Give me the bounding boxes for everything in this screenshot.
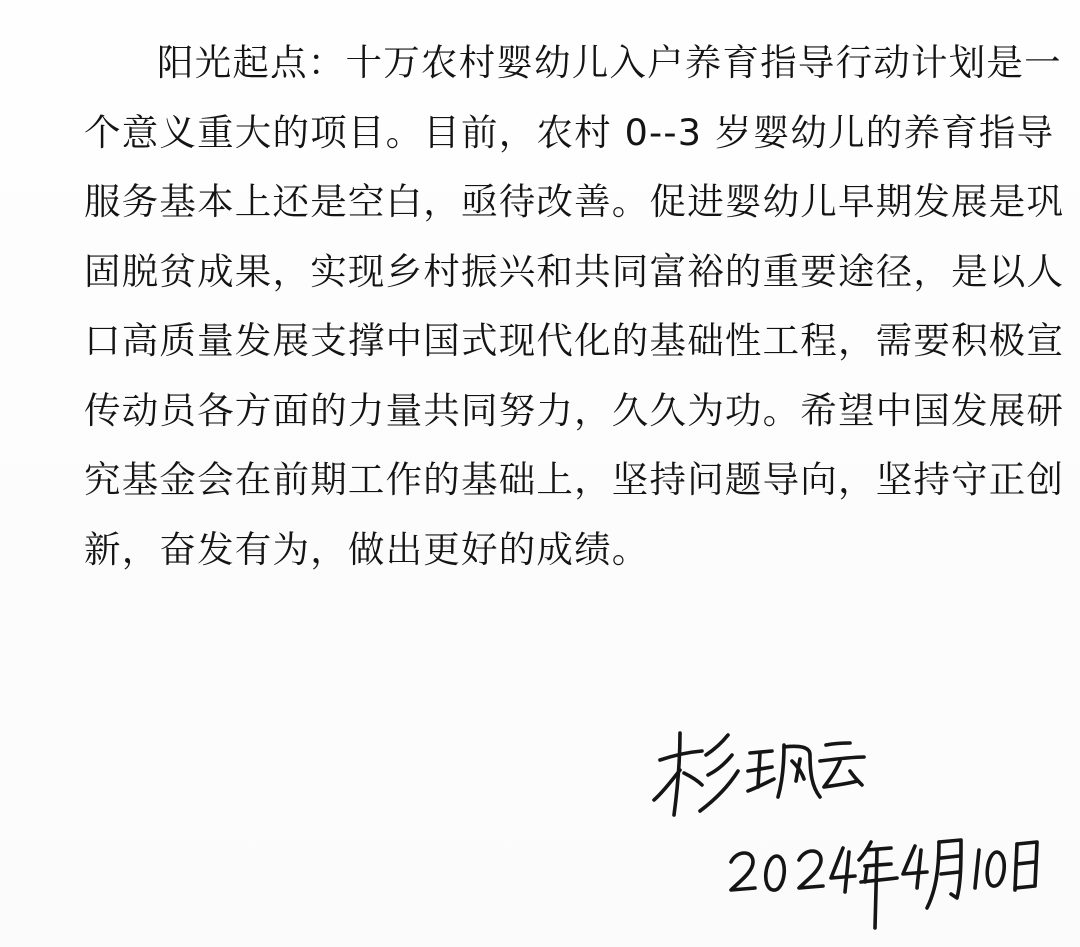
letter-line: 口高质量发展支撑中国式现代化的基础性工程，需要积极宣: [84, 319, 1065, 362]
handwritten-date: [725, 822, 1045, 932]
letter-line: 新，奋发有为，做出更好的成绩。: [84, 527, 650, 571]
handwritten-signature: [640, 715, 870, 825]
letter-line: 个意义重大的项目。目前，农村 0--3 岁婴幼儿的养育指导: [84, 110, 1055, 154]
letter-line: 究基金会在前期工作的基础上，坚持问题导向，坚持守正创: [84, 458, 1065, 501]
letter-body: [84, 28, 1065, 584]
letter-line: 固脱贫成果，实现乡村振兴和共同富裕的重要途径，是以人: [84, 249, 1065, 293]
letter-line: 传动员各方面的力量共同努力，久久为功。希望中国发展研: [84, 388, 1065, 432]
letter-line: 服务基本上还是空白，亟待改善。促进婴幼儿早期发展是巩: [84, 180, 1065, 223]
letter-line: 阳光起点：十万农村婴幼儿入户养育指导行动计划是一: [157, 41, 1062, 84]
